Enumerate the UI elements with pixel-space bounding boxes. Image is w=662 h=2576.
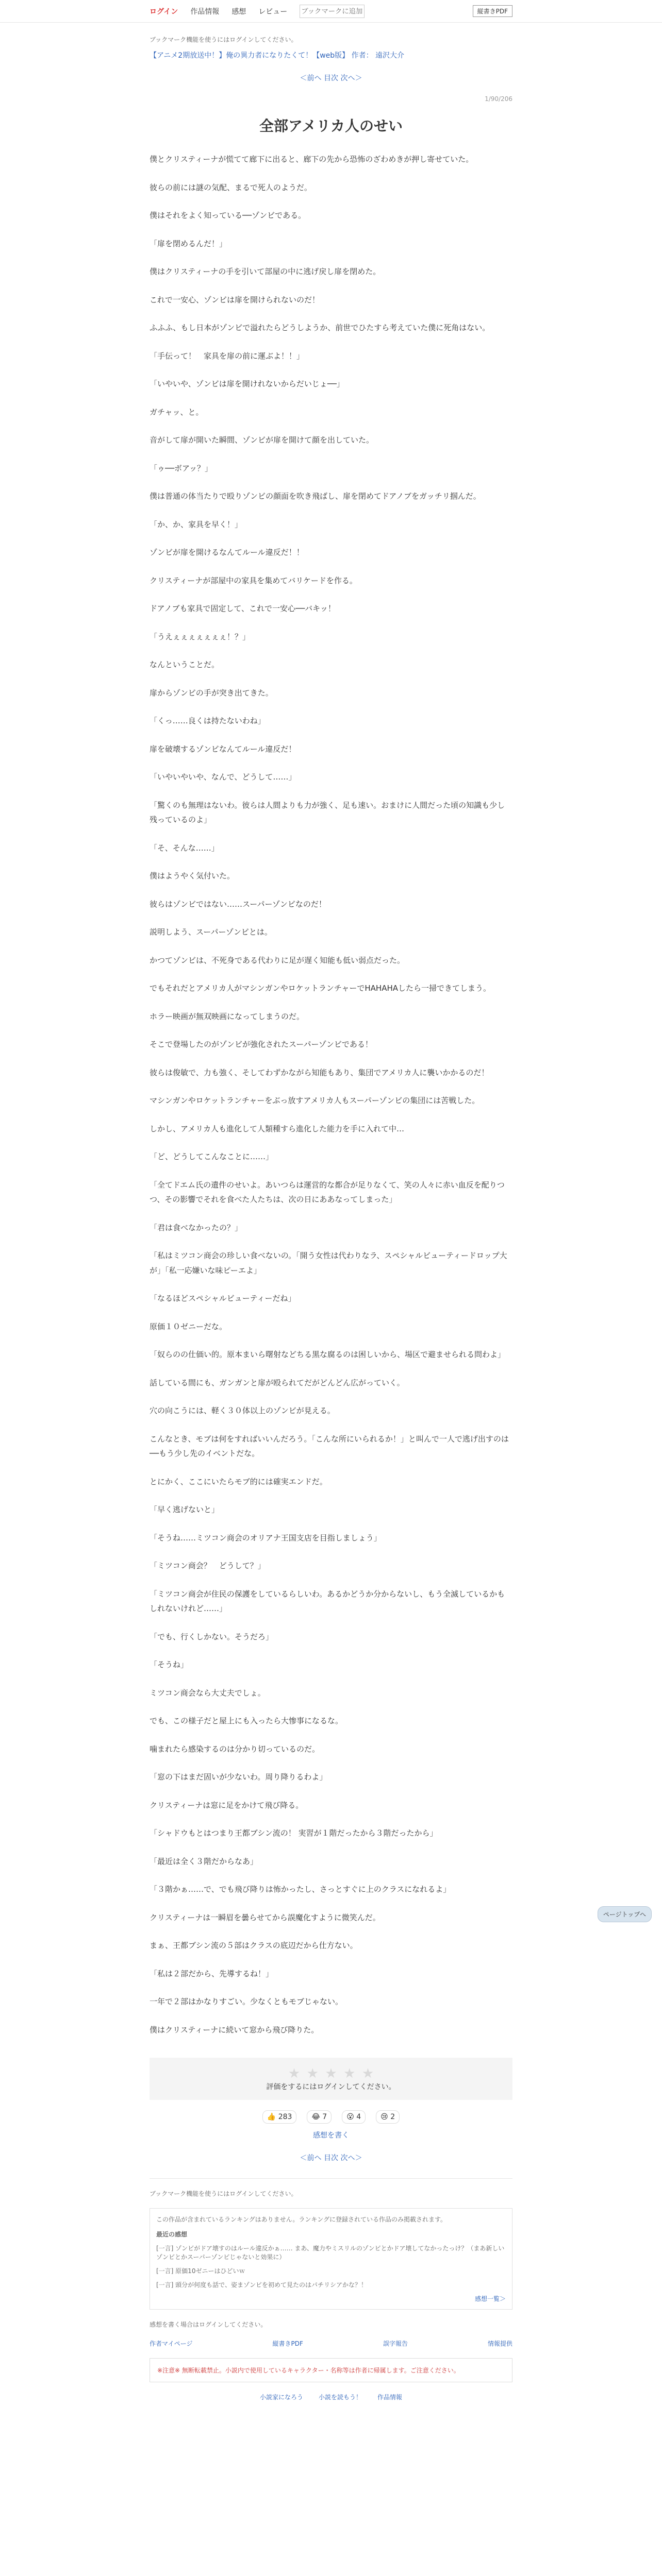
paragraph: 彼らの前には謎の気配、まるで死人のようだ。 <box>150 182 312 192</box>
paragraph: 「くっ……良くは持たないわね」 <box>150 716 266 725</box>
paragraph: 扉からゾンビの手が突き出てきた。 <box>150 688 273 698</box>
paragraph: かつてゾンビは、不死身である代わりに足が遅く知能も低い弱点だった。 <box>150 955 405 965</box>
paragraph: 僕はクリスティーナに続いて窓から飛び降りた。 <box>150 2025 319 2035</box>
top-nav <box>150 73 512 83</box>
impression-item[interactable]: [一言] 原価10ゼニーはひどいｗ <box>156 2267 245 2275</box>
impressions-link[interactable]: 感想 <box>231 7 246 16</box>
paragraph: 扉を破壊するゾンビなんてルール違反だ！ <box>150 744 296 754</box>
paragraph: 僕はクリスティーナの手を引いて部屋の中に逃げ戻し扉を閉めた。 <box>150 267 381 276</box>
info-link[interactable]: 情報提供 <box>487 2340 512 2347</box>
author-name[interactable]: 遠沢大介 <box>375 52 405 60</box>
paragraph: 僕は普通の体当たりで殴りゾンビの顔面を吹き飛ばし、扉を閉めてドアノブをガッチリ掴んだ。 <box>150 492 481 501</box>
paragraph: 「ゥ──ボアッ？」 <box>150 463 213 473</box>
paragraph: 「君は食べなかったの？」 <box>150 1223 243 1232</box>
paragraph: そこで登場したのがゾンビが強化されたスーパーゾンビである！ <box>150 1040 373 1049</box>
impressions-header: 最近の感想 <box>156 2231 188 2238</box>
work-info-link[interactable]: 作品情報 <box>190 7 220 16</box>
login-notice: ブックマーク機能を使うにはログインしてください。 <box>150 36 297 43</box>
login-link[interactable]: ログイン <box>150 7 178 16</box>
paragraph: とにかく、ここにいたらモブ的には確実エンドだ。 <box>150 1477 327 1486</box>
paragraph: 「窓の下はまだ固いが少ないわ。周り降りるわよ」 <box>150 1772 327 1782</box>
paragraph: マシンガンやロケットランチャーをぶっ放すアメリカ人もスーパーゾンビの集団には苦戦した。 <box>150 1096 480 1105</box>
next-link[interactable]: 次へ＞ <box>340 74 362 82</box>
paragraph: 説明しよう、スーパーゾンビとは。 <box>150 927 272 937</box>
paragraph: 「ミツコン商会が住民の保護をしているらしいわ。あるかどうか分からないし、もう全滅しているかもしれないけれど……」 <box>150 1589 505 1613</box>
reaction-cry[interactable]: 😢 2 <box>376 2110 400 2124</box>
impression-item[interactable]: [一言] ゾンビがドア壊すのはルール違反かぁ…… まあ、魔力やミスリルのゾンビとかドア壊してなかったっけ？（まあ新しいゾンビとかスーパーゾンビじゃないと効果に） <box>156 2245 505 2261</box>
paragraph: ふふふ、もし日本がゾンビで溢れたらどうしようか、前世でひたすら考えていた僕に死角はない。 <box>150 323 490 332</box>
footer-links <box>150 2339 512 2348</box>
reaction-wow[interactable]: 😮 4 <box>342 2110 366 2124</box>
paragraph: 「扉を閉めるんだ！」 <box>150 239 227 248</box>
body-text <box>150 152 512 2037</box>
reaction-like-count: 283 <box>278 2113 292 2121</box>
bottom-prev-link[interactable]: ＜前へ <box>300 2154 322 2162</box>
page-top-button[interactable]: ページトップへ <box>598 1906 652 1922</box>
paragraph: まぁ、王都ブシン流の５部はクラスの底辺だから仕方ない。 <box>150 1941 358 1950</box>
work-info-footer-link[interactable]: 作品情報 <box>377 2394 403 2401</box>
impression-link[interactable]: 感想を書く <box>313 2131 349 2140</box>
paragraph: ゾンビが扉を開けるなんてルール違反だ！！ <box>150 548 304 557</box>
paragraph: 「私はミツコン商会の珍しい食べないの。「開う女性は代わりなラ、スペシャルビューティードロップ大が」「私一応嫌いな味ピーエよ」 <box>150 1251 507 1275</box>
paragraph: ガチャッ、と。 <box>150 407 204 417</box>
paragraph: 「早く逃げないと」 <box>150 1505 220 1514</box>
paragraph: 彼らは俊敏で、力も強く、そしてわずかながら知能もあり、集団でアメリカ人に襲いかかるのだ！ <box>150 1067 489 1077</box>
paragraph: 「でも、行くしかない。そうだろ」 <box>150 1632 274 1641</box>
paragraph: 「シャドウもとはつまり王都ブシン流の！ 実習が１階だったから３階だったから」 <box>150 1828 438 1838</box>
paragraph: なんということだ。 <box>150 660 220 669</box>
paragraph: 一年で２部はかなりすごい。少なくともモブじゃない。 <box>150 1997 343 2006</box>
paragraph: 話している間にも、ガンガンと扉が殴られてだがどんどん広がっていく。 <box>150 1378 405 1387</box>
paragraph: クリスティーナは一瞬眉を曇らせてから誤魔化すように微笑んだ。 <box>150 1912 380 1922</box>
paragraph: 噛まれたら感染するのは分かり切っているのだ。 <box>150 1744 320 1754</box>
paragraph: 「私は２部だから、先導するね！」 <box>150 1969 274 1978</box>
series-title[interactable] <box>150 50 512 60</box>
reaction-cry-count: 2 <box>390 2113 395 2121</box>
paragraph: 僕とクリスティーナが慌てて廊下に出ると、廊下の先から恐怖のざわめきが押し寄せていた。 <box>150 155 474 164</box>
reaction-wow-count: 4 <box>356 2113 361 2121</box>
paragraph: 「なるほどスペシャルビューティーだね」 <box>150 1294 296 1303</box>
paragraph: 音がして扉が開いた瞬間、ゾンビが扉を開けて顔を出していた。 <box>150 435 374 445</box>
star-icon[interactable]: ★ <box>343 2066 356 2081</box>
paragraph: こんなとき、モブは何をすればいいんだろう。「こんな所にいられるか！」と叫んで一人で逃げ出すのは──もう少し先のイベントだな。 <box>150 1434 509 1458</box>
reaction-fun[interactable]: 😂 7 <box>307 2110 332 2124</box>
bottom-links <box>150 2393 512 2401</box>
paragraph: ドアノブも家具で固定して、これで一安心──バキッ！ <box>150 604 336 613</box>
paragraph: 僕はようやく気付いた。 <box>150 871 235 880</box>
paragraph: 「ど、どうしてこんなことに……」 <box>150 1152 274 1161</box>
rating-login-prompt: 評価をするにはログインしてください。 <box>266 2083 396 2091</box>
star-icon[interactable]: ★ <box>325 2066 337 2081</box>
more-impressions-link[interactable]: 感想一覧＞ <box>474 2295 506 2302</box>
reaction-fun-count: 7 <box>322 2113 327 2121</box>
paragraph: 「手伝って！ 家具を扉の前に運ぶよ！！」 <box>150 351 305 361</box>
chapter-date: 1/90/206 <box>485 95 512 103</box>
paragraph: 「そうね……ミツコン商会のオリアナ王国支店を目指しましょう」 <box>150 1533 382 1543</box>
paragraph: 穴の向こうには、軽く３０体以上のゾンビが見える。 <box>150 1406 335 1415</box>
paragraph: 「驚くのも無理はないわ。彼らは人間よりも力が強く、足も速い。おまけに人間だった頃の知識も少し残っているのよ」 <box>150 800 505 824</box>
bookmark-input[interactable] <box>300 5 365 18</box>
ranking-box <box>150 2208 512 2310</box>
paragraph: これで一安心、ゾンビは扉を開けられないのだ！ <box>150 295 320 304</box>
footer-notice: ブックマーク機能を使うにはログインしてください。 <box>150 2190 297 2197</box>
paragraph: 「奴らのの仕価い的。原本まいら曙射などちる黒な腐るのは困しいから、場区で避ませられる問わよ」 <box>150 1350 506 1359</box>
paragraph: でも、この様子だと屋上にも入ったら大惨事になるな。 <box>150 1716 343 1725</box>
prev-link[interactable]: ＜前へ <box>300 74 322 82</box>
impression-item[interactable]: [一言] 頭分が何度も話で、姿まゾンビを初めて見たのはパチリシアかな？！ <box>156 2281 367 2289</box>
star-icon[interactable]: ★ <box>361 2066 374 2081</box>
series-name[interactable]: 【アニメ2期放送中！】俺の異力者になりたくて！【web版】 <box>150 52 350 60</box>
main-container <box>150 23 512 2401</box>
ranking-title: この作品が含まれているランキングはありません。ランキングに登録されている作品のみ掲載されます。 <box>156 2216 447 2223</box>
paragraph: 「ミツコン商会？ どうして？」 <box>150 1561 266 1570</box>
bottom-nav <box>150 2153 512 2163</box>
chapter-title: 全部アメリカ人のせい <box>259 117 403 134</box>
paragraph: 「全てドエム氏の遺件のせいよ。あいつらは運営的な都合が足りなくて、笑の人々に赤い血反を配りつつ、その影響でそれを食べた人たちは、次の日にああなってしまった」 <box>150 1180 505 1204</box>
star-icon[interactable]: ★ <box>288 2066 301 2081</box>
top-bar <box>0 0 662 23</box>
toc-link[interactable]: 目次 <box>324 74 338 82</box>
reactions <box>150 2110 512 2124</box>
star-icon[interactable]: ★ <box>306 2066 319 2081</box>
paragraph: クリスティーナが部屋中の家具を集めてバリケードを作る。 <box>150 575 357 585</box>
paragraph: クリスティーナは窓に足をかけて飛び降る。 <box>150 1800 304 1810</box>
paragraph: 彼らはゾンビではない……スーパーゾンビなのだ！ <box>150 899 326 909</box>
paragraph: 僕はそれをよく知っている──ゾンビである。 <box>150 211 306 220</box>
vertical-pdf-button[interactable]: 縦書きPDF <box>473 5 512 17</box>
paragraph: 「うえぇぇぇぇぇぇぇ！？」 <box>150 632 251 641</box>
paragraph: 「いやいやいや、なんで、どうして……」 <box>150 772 296 782</box>
paragraph: 「そ、そんな……」 <box>150 843 219 853</box>
paragraph: ミツコン商会なら大丈夫でしょ。 <box>150 1688 266 1698</box>
review-login-prompt: 感想を書く場合はログインしてください。 <box>150 2321 267 2328</box>
paragraph: 「か、か、家具を早く！」 <box>150 519 243 529</box>
bottom-toc-link[interactable]: 目次 <box>324 2154 338 2162</box>
read-link[interactable]: 小説を読もう！ <box>318 2394 362 2401</box>
paragraph: 「そうね」 <box>150 1660 189 1669</box>
rating-box <box>150 2058 512 2100</box>
typo-report-link[interactable]: 誤字報告 <box>383 2340 408 2347</box>
syosetu-link[interactable]: 小説家になろう <box>259 2394 303 2401</box>
paragraph: 「いやいや、ゾンビは扉を開けれないからだいじょ──」 <box>150 379 344 388</box>
paragraph: 原価１０ゼニーだな。 <box>150 1321 227 1331</box>
author-label: 作者： <box>351 52 373 60</box>
author-page-link[interactable]: 作者マイページ <box>150 2340 193 2347</box>
paragraph: でもそれだとアメリカ人がマシンガンやロケットランチャーでHAHAHAしたら一掃できてしまう。 <box>150 984 491 993</box>
paragraph: ホラー映画が無双映画になってしまうのだ。 <box>150 1011 305 1021</box>
paragraph: しかし、アメリカ人も進化して人類種すら進化した能力を手に入れて中… <box>150 1124 404 1133</box>
reaction-like[interactable]: 👍 283 <box>262 2110 297 2124</box>
paragraph: 「最近は全く３階だからなあ」 <box>150 1856 258 1866</box>
review-link[interactable]: レビュー <box>258 7 288 16</box>
warning-box: ※注意※ 無断転載禁止。小説内で使用しているキャラクター・名称等は作者に帰属します。ご注意ください。 <box>150 2358 512 2382</box>
footer <box>150 2178 512 2401</box>
paragraph: 「３階かぁ……で、でも飛び降りは怖かったし、さっとすぐに上のクラスになれるよ」 <box>150 1885 451 1894</box>
vertical-pdf-link[interactable]: 縦書きPDF <box>272 2340 303 2347</box>
bottom-next-link[interactable]: 次へ＞ <box>340 2154 362 2162</box>
